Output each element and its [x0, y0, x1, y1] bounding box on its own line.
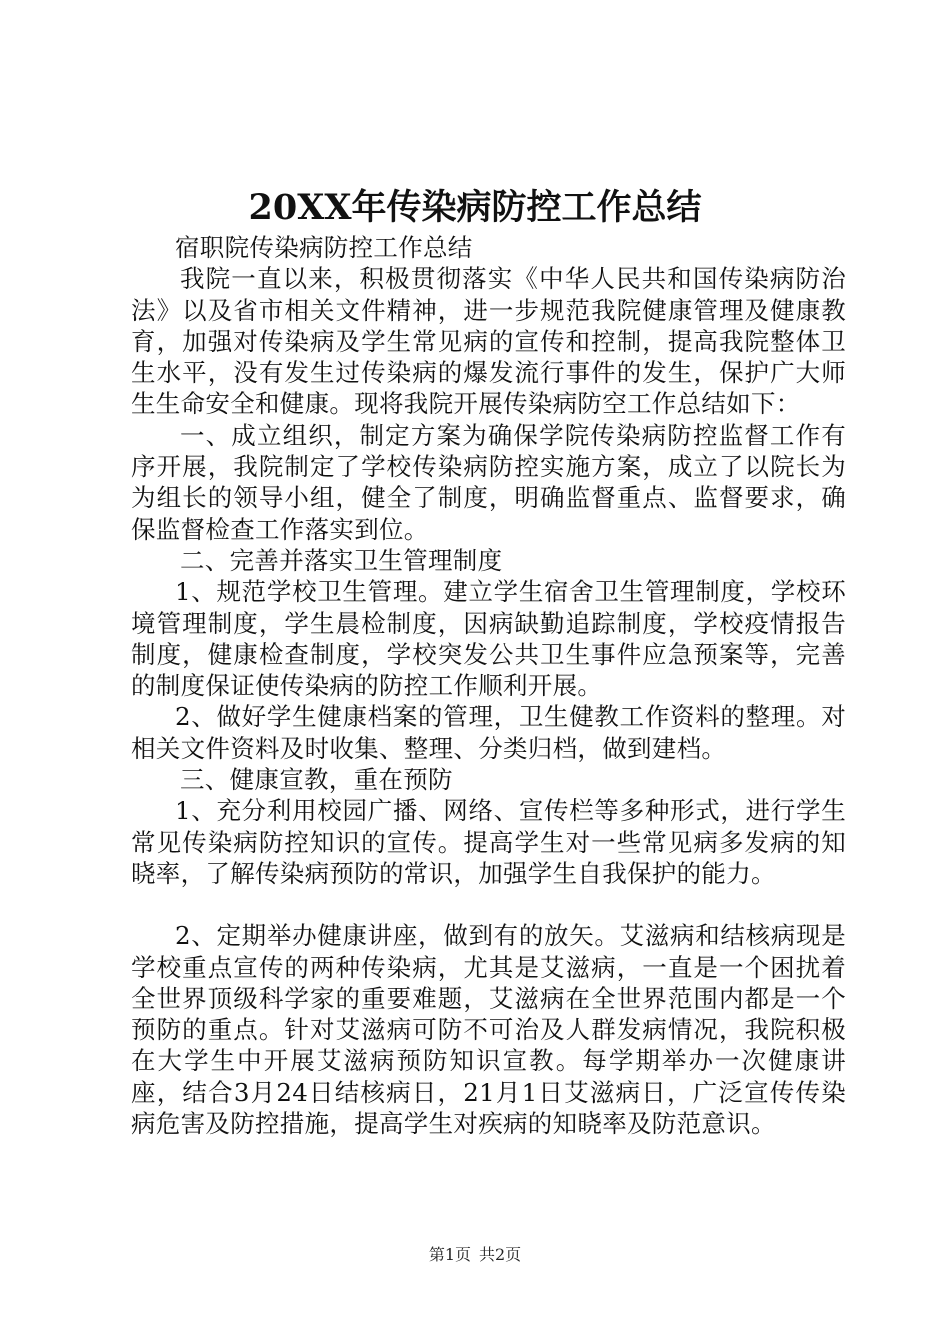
document-title: 20XX年传染病防控工作总结: [248, 187, 702, 228]
paragraph-section-3-item-2: 2、定期举办健康讲座，做到有的放矢。艾滋病和结核病现是学校重点宣传的两种传染病，尤其是艾滋病，一直是一个困扰着全世界顶级科学家的重要难题，艾滋病在全世界范围内都是一个预防的重点。针对艾滋病可防不可治及人群发病情况，我院积极在大学生中开展艾滋病预防知识宣教。每学期举办一次健康讲座，结合3月24日结核病日，21月1日艾滋病日，广泛宣传传染病危害及防控措施，提高学生对疾病的知晓率及防范意识。: [131, 921, 846, 1139]
paragraph-section-3-item-1: 1、充分利用校园广播、网络、宣传栏等多种形式，进行学生常见传染病防控知识的宣传。提高学生对一些常见病多发病的知晓率，了解传染病预防的常识，加强学生自我保护的能力。: [131, 796, 846, 888]
document-subtitle: 宿职院传染病防控工作总结: [175, 233, 473, 262]
paragraph-section-1: 一、成立组织，制定方案为确保学院传染病防控监督工作有序开展，我院制定了学校传染病防控实施方案，成立了以院长为为组长的领导小组，健全了制度，明确监督重点、监督要求，确保监督检查工作落实到位。: [131, 420, 846, 544]
paragraph-section-2-item-2: 2、做好学生健康档案的管理，卫生健教工作资料的整理。对相关文件资料及时收集、整理、分类归档，做到建档。: [131, 702, 846, 763]
paragraph-section-2-item-1: 1、规范学校卫生管理。建立学生宿舍卫生管理制度，学校环境管理制度，学生晨检制度，因病缺勤追踪制度，学校疫情报告制度，健康检查制度，学校突发公共卫生事件应急预案等，完善的制度保证使传染病的防控工作顺利开展。: [131, 577, 846, 701]
paragraph-spacer: [131, 889, 846, 920]
paragraph-intro: 我院一直以来，积极贯彻落实《中华人民共和国传染病防治法》以及省市相关文件精神，进一步规范我院健康管理及健康教育，加强对传染病及学生常见病的宣传和控制，提高我院整体卫生水平，没有发生过传染病的爆发流行事件的发生，保护广大师生生命安全和健康。现将我院开展传染病防空工作总结如下：: [131, 264, 846, 419]
page-number-current: 第1页: [428, 1245, 471, 1264]
paragraph-section-2-heading: 二、完善并落实卫生管理制度: [180, 545, 503, 575]
document-body: [131, 232, 846, 1139]
page-footer: [0, 1245, 950, 1265]
paragraph-section-3-heading: 三、健康宣教，重在预防: [180, 765, 453, 795]
page-number-total: 共2页: [479, 1245, 522, 1264]
